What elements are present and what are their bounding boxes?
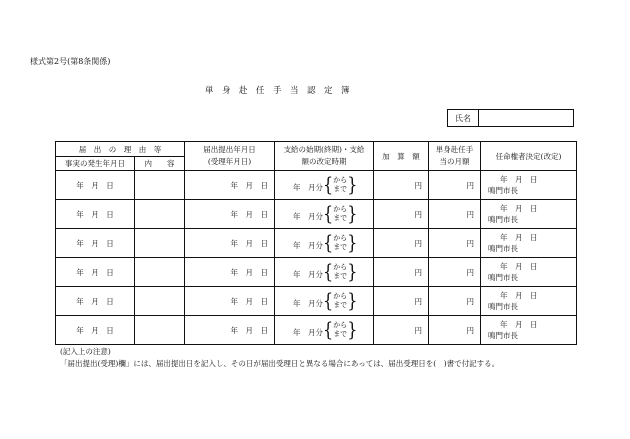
right-brace: }: [347, 318, 358, 341]
addition-cell[interactable]: 円: [374, 200, 429, 229]
left-brace: {: [323, 231, 334, 254]
filed-date-cell[interactable]: 年 月 日: [185, 287, 275, 316]
table-row: [56, 171, 577, 200]
authority-date: 年 月 日: [500, 204, 538, 213]
event-date-cell[interactable]: 年 月 日: [56, 171, 135, 200]
content-cell[interactable]: [135, 258, 185, 287]
name-box: [447, 109, 574, 127]
table-row: [56, 258, 577, 287]
event-date-cell[interactable]: 年 月 日: [56, 316, 135, 345]
right-brace: }: [347, 173, 358, 196]
period-month: 年 月分: [293, 328, 323, 337]
made-label: まで: [333, 272, 348, 280]
header-received-date-label: (受理年月日): [207, 157, 252, 166]
filed-date-cell[interactable]: 年 月 日: [185, 171, 275, 200]
pay-period-cell[interactable]: [275, 229, 374, 258]
right-brace: }: [347, 202, 358, 225]
kara-label: から: [333, 176, 348, 184]
table-row: [56, 200, 577, 229]
made-label: まで: [333, 185, 348, 193]
addition-cell[interactable]: 円: [374, 287, 429, 316]
notes-text: 「届出提出(受理)欄」には、届出提出日を記入し、その日が届出受理日と異なる場合にあっては、届出受理日を( )書で付記する。: [60, 359, 500, 368]
kara-label: から: [333, 263, 348, 271]
monthly-cell[interactable]: 円: [429, 287, 481, 316]
header-authority: 任命権者決定(改定): [481, 142, 577, 171]
pay-period-cell[interactable]: [275, 171, 374, 200]
kara-made-bracket: [323, 289, 358, 312]
content-cell[interactable]: [135, 316, 185, 345]
right-brace: }: [347, 260, 358, 283]
authority-title: 鳴門市長: [488, 302, 518, 311]
period-month: 年 月分: [293, 270, 323, 279]
made-label: まで: [333, 330, 348, 338]
authority-title: 鳴門市長: [488, 244, 518, 253]
left-brace: {: [323, 289, 334, 312]
authority-title: 鳴門市長: [488, 186, 518, 195]
left-brace: {: [323, 202, 334, 225]
header-monthly: 単身赴任手当の月額: [429, 142, 481, 171]
authority-cell[interactable]: [481, 287, 577, 316]
authority-date: 年 月 日: [500, 175, 538, 184]
period-month: 年 月分: [293, 183, 323, 192]
kara-label: から: [333, 205, 348, 213]
event-date-cell[interactable]: 年 月 日: [56, 229, 135, 258]
kara-label: から: [333, 321, 348, 329]
document-title: 単 身 赴 任 手 当 認 定 簿: [205, 86, 350, 96]
header-filed-date: [185, 142, 275, 171]
pay-period-cell[interactable]: [275, 200, 374, 229]
monthly-cell[interactable]: 円: [429, 258, 481, 287]
authority-date: 年 月 日: [500, 291, 538, 300]
header-filed-date-label: 届出提出年月日: [203, 145, 256, 154]
authority-date: 年 月 日: [500, 320, 538, 329]
authority-cell[interactable]: [481, 258, 577, 287]
header-addition: 加 算 額: [374, 142, 429, 171]
name-label: 氏名: [448, 110, 479, 126]
content-cell[interactable]: [135, 229, 185, 258]
addition-cell[interactable]: 円: [374, 171, 429, 200]
addition-cell[interactable]: 円: [374, 316, 429, 345]
period-month: 年 月分: [293, 241, 323, 250]
header-event-date: 事実の発生年月日: [56, 157, 135, 171]
addition-cell[interactable]: 円: [374, 229, 429, 258]
authority-title: 鳴門市長: [488, 273, 518, 282]
authority-cell[interactable]: [481, 200, 577, 229]
kara-made-bracket: [323, 260, 358, 283]
notes-title: (記入上の注意): [60, 347, 111, 356]
content-cell[interactable]: [135, 287, 185, 316]
content-cell[interactable]: [135, 171, 185, 200]
period-month: 年 月分: [293, 212, 323, 221]
filed-date-cell[interactable]: 年 月 日: [185, 258, 275, 287]
period-month: 年 月分: [293, 299, 323, 308]
authority-title: 鳴門市長: [488, 331, 518, 340]
event-date-cell[interactable]: 年 月 日: [56, 258, 135, 287]
authority-cell[interactable]: [481, 316, 577, 345]
authority-title: 鳴門市長: [488, 215, 518, 224]
authority-cell[interactable]: [481, 171, 577, 200]
monthly-cell[interactable]: 円: [429, 171, 481, 200]
pay-period-cell[interactable]: [275, 316, 374, 345]
right-brace: }: [347, 231, 358, 254]
kara-made-bracket: [323, 202, 358, 225]
authority-cell[interactable]: [481, 229, 577, 258]
event-date-cell[interactable]: 年 月 日: [56, 200, 135, 229]
authority-date: 年 月 日: [500, 262, 538, 271]
table-row: [56, 229, 577, 258]
kara-label: から: [333, 234, 348, 242]
content-cell[interactable]: [135, 200, 185, 229]
monthly-cell[interactable]: 円: [429, 200, 481, 229]
addition-cell[interactable]: 円: [374, 258, 429, 287]
register-table: [55, 141, 577, 345]
filed-date-cell[interactable]: 年 月 日: [185, 200, 275, 229]
monthly-cell[interactable]: 円: [429, 316, 481, 345]
form-number: 様式第2号(第8条関係): [30, 57, 111, 66]
right-brace: }: [347, 289, 358, 312]
left-brace: {: [323, 173, 334, 196]
left-brace: {: [323, 318, 334, 341]
event-date-cell[interactable]: 年 月 日: [56, 287, 135, 316]
authority-date: 年 月 日: [500, 233, 538, 242]
pay-period-cell[interactable]: [275, 258, 374, 287]
table-row: [56, 316, 577, 345]
register-rows: [56, 171, 577, 345]
kara-made-bracket: [323, 173, 358, 196]
pay-period-cell[interactable]: [275, 287, 374, 316]
kara-made-bracket: [323, 231, 358, 254]
made-label: まで: [333, 214, 348, 222]
kara-made-bracket: [323, 318, 358, 341]
header-content: 内 容: [135, 157, 185, 171]
monthly-cell[interactable]: 円: [429, 229, 481, 258]
filed-date-cell[interactable]: 年 月 日: [185, 316, 275, 345]
made-label: まで: [333, 301, 348, 309]
filed-date-cell[interactable]: 年 月 日: [185, 229, 275, 258]
left-brace: {: [323, 260, 334, 283]
made-label: まで: [333, 243, 348, 251]
header-pay-period: 支給の始期(終期)・支給額の改定時期: [275, 142, 374, 171]
kara-label: から: [333, 292, 348, 300]
table-row: [56, 287, 577, 316]
header-reason: 届 出 の 理 由 等: [56, 142, 185, 157]
